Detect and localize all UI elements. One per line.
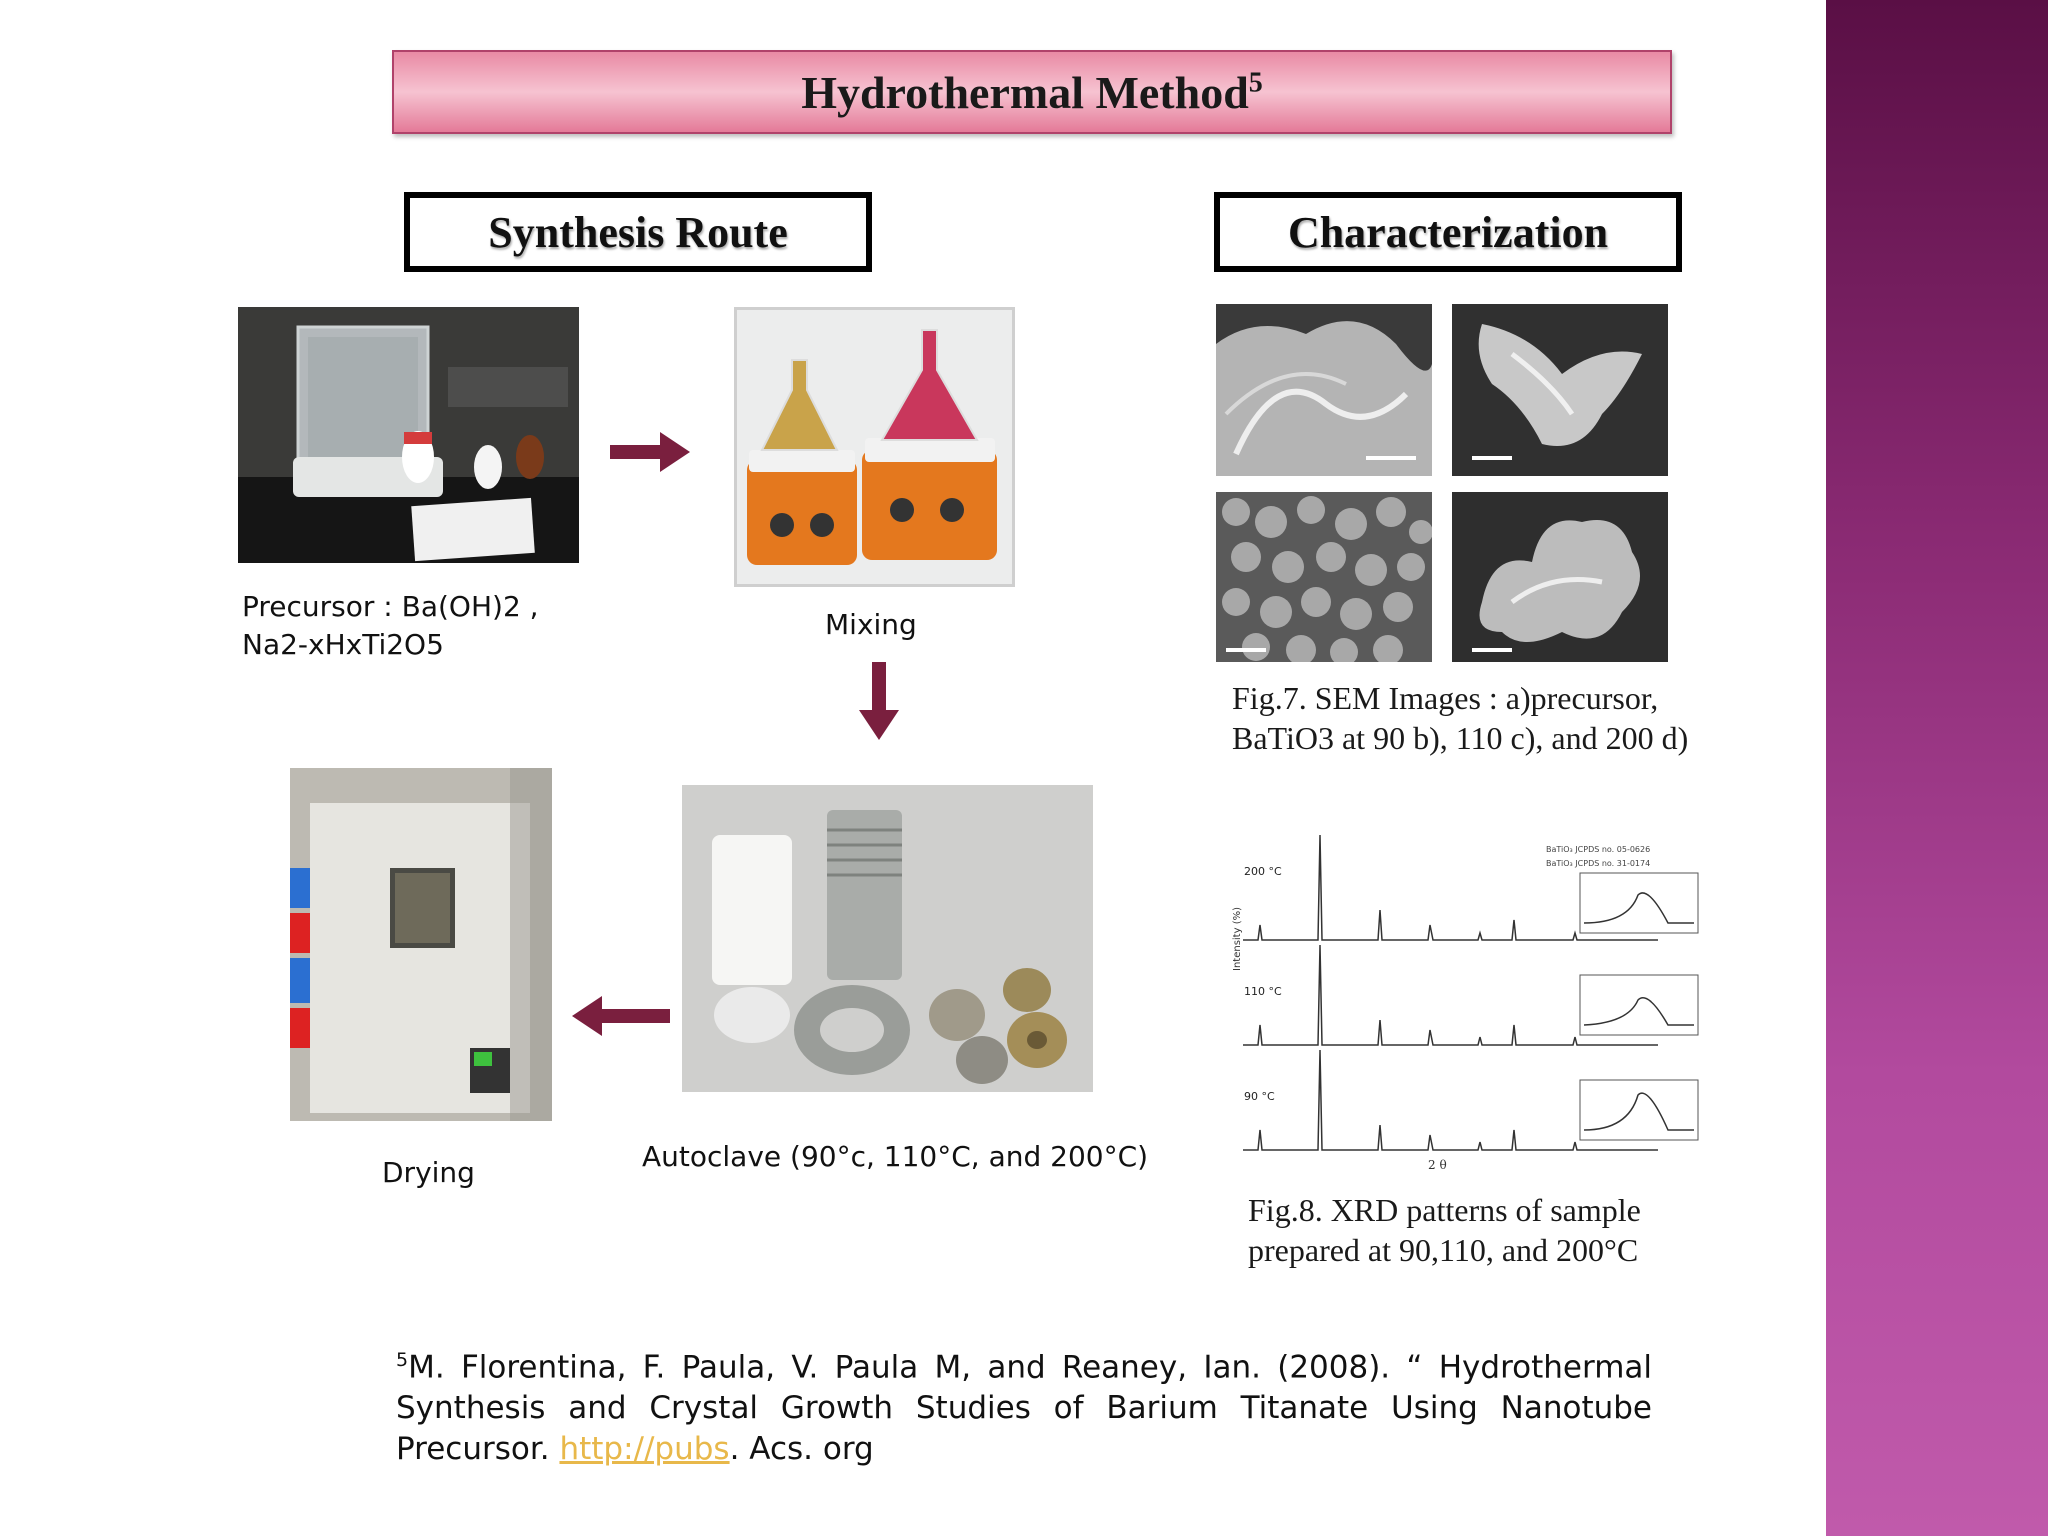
magnetic-stirrers-photo	[734, 307, 1015, 587]
xrd-label-90: 90 °C	[1244, 1090, 1275, 1103]
autoclave-parts-photo	[682, 785, 1093, 1092]
xrd-legend-1: BaTiO₃ JCPDS no. 05-0626	[1546, 845, 1651, 854]
autoclave-caption: Autoclave (90°c, 110°C, and 200°C)	[642, 1140, 1149, 1173]
precursor-caption-line2: Na2-xHxTi2O5	[242, 628, 444, 661]
fig7-caption-line2: BaTiO3 at 90 b), 110 c), and 200 d)	[1232, 720, 1689, 756]
lab-balance-photo	[238, 307, 579, 563]
fig8-caption-line2: prepared at 90,110, and 200°C	[1248, 1232, 1639, 1268]
xrd-legend-2: BaTiO₃ JCPDS no. 31-0174	[1546, 859, 1651, 868]
mixing-caption: Mixing	[825, 608, 917, 641]
fig7-caption-line1: Fig.7. SEM Images : a)precursor,	[1232, 680, 1659, 716]
decorative-sidebar	[1826, 0, 2048, 1536]
xrd-label-200: 200 °C	[1244, 865, 1282, 878]
title-banner	[392, 50, 1672, 134]
reference-link[interactable]: http://pubs	[559, 1431, 730, 1468]
characterization-heading: Characterization	[1214, 192, 1682, 272]
arrow-down-icon	[859, 662, 899, 740]
sem-image-c	[1216, 492, 1432, 662]
sem-image-b	[1452, 304, 1668, 476]
precursor-caption-line1: Precursor : Ba(OH)2 ,	[242, 590, 539, 623]
drying-oven-photo	[290, 768, 552, 1121]
synthesis-route-heading: Synthesis Route	[404, 192, 872, 272]
xrd-x-label: 2 θ	[1428, 1158, 1447, 1172]
fig8-caption-line1: Fig.8. XRD patterns of sample	[1248, 1192, 1641, 1228]
xrd-patterns-figure	[1228, 825, 1706, 1172]
reference-text: $^5$M. Florentina, F. Paula, V. Paula M, and Reaney, Ian. (2008). “ Hydrothermal Synthesis and Crystal Growth Studies of Barium Titanate Using Nanotube Precursor. http://pubs. Acs. org	[396, 1349, 1652, 1468]
xrd-y-label: Intensity (%)	[1232, 906, 1243, 971]
sem-image-a	[1216, 304, 1432, 476]
page-title: Hydrothermal Method$^5$	[801, 66, 1263, 118]
arrow-left-icon	[572, 996, 670, 1036]
arrow-right-icon	[610, 432, 690, 472]
drying-caption: Drying	[382, 1156, 475, 1189]
xrd-label-110: 110 °C	[1244, 985, 1282, 998]
sem-image-d	[1452, 492, 1668, 662]
